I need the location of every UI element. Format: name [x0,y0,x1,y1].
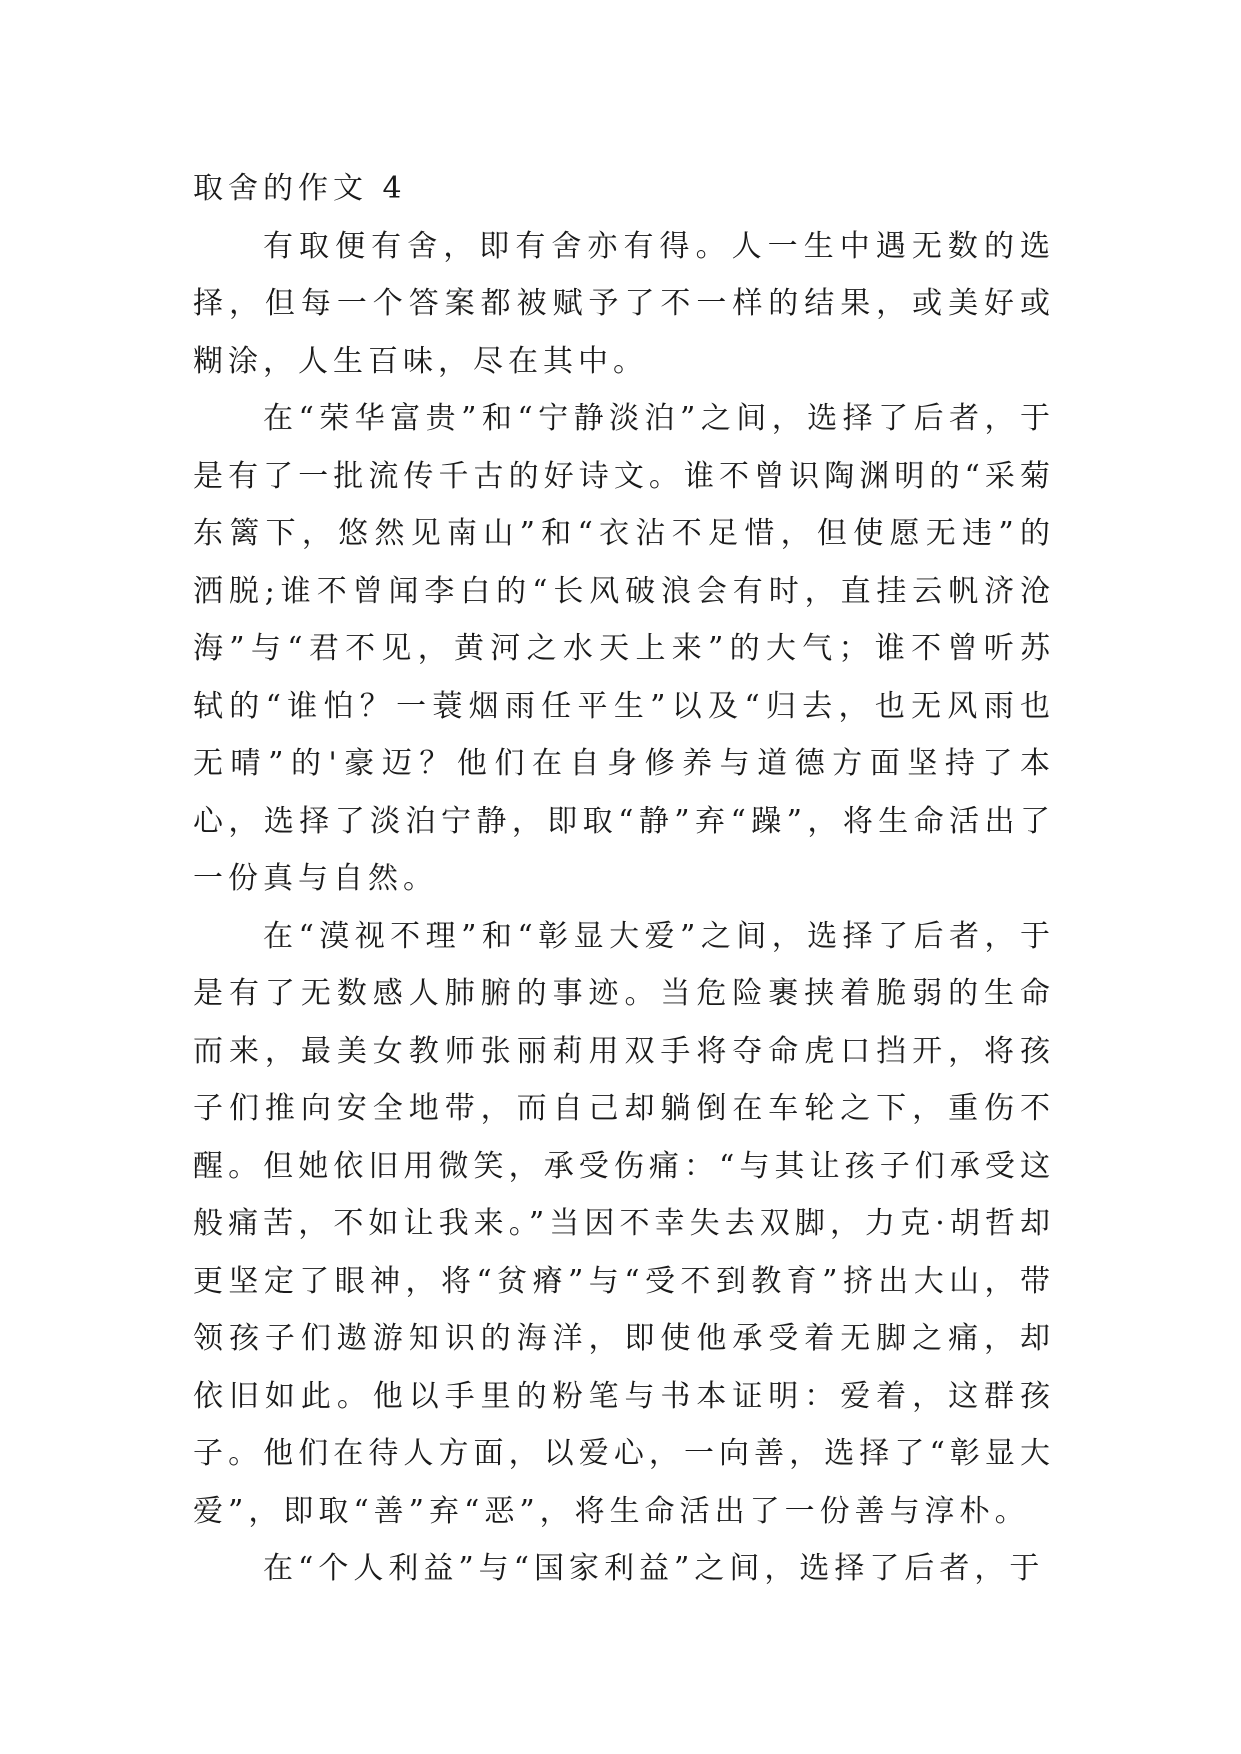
document-body [193,160,1055,1598]
document-title: 取舍的作文 4 [193,171,407,206]
paragraph-4: 在“个人利益”与“国家利益”之间，选择了后者，于 [263,1551,1045,1586]
paragraph-3: 在“漠视不理”和“彰显大爱”之间，选择了后者，于是有了无数感人肺腑的事迹。当危险裹挟着脆弱的生命而来，最美女教师张丽莉用双手将夺命虎口挡开，将孩子们推向安全地带，而自己却躺倒在车轮之下，重伤不醒。但她依旧用微笑，承受伤痛：“与其让孩子们承受这般痛苦，不如让我来。”当因不幸失去双脚，力克·胡哲却更坚定了眼神，将“贫瘠”与“受不到教育”挤出大山，带领孩子们遨游知识的海洋，即使他承受着无脚之痛，却依旧如此。他以手里的粉笔与书本证明：爱着，这群孩子。他们在待人方面，以爱心，一向善，选择了“彰显大爱”，即取“善”弃“恶”，将生命活出了一份善与淳朴。 [193,918,1055,1529]
paragraph-2: 在“荣华富贵”和“宁静淡泊”之间，选择了后者，于是有了一批流传千古的好诗文。谁不曾识陶渊明的“采菊东篱下，悠然见南山”和“衣沾不足惜，但使愿无违”的洒脱;谁不曾闻李白的“长风破浪会有时，直挂云帆济沧海”与“君不见，黄河之水天上来”的大气；谁不曾听苏轼的“谁怕？一蓑烟雨任平生”以及“归去，也无风雨也无晴”的'豪迈？他们在自身修养与道德方面坚持了本心，选择了淡泊宁静，即取“静”弃“躁”，将生命活出了一份真与自然。 [193,401,1055,896]
paragraph-1: 有取便有舍，即有舍亦有得。人一生中遇无数的选择，但每一个答案都被赋予了不一样的结果，或美好或糊涂，人生百味，尽在其中。 [193,228,1055,379]
